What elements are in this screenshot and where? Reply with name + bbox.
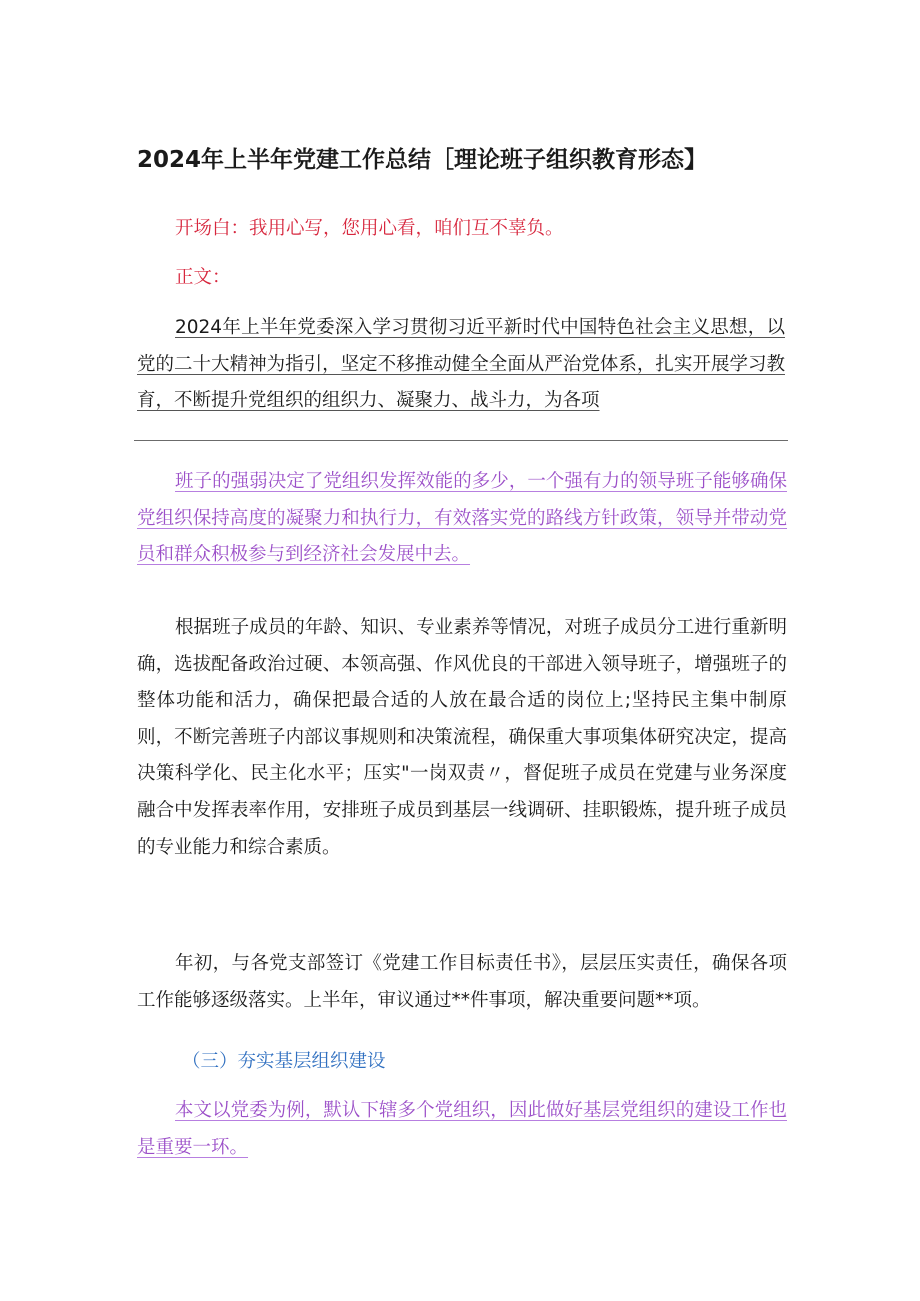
opening-line: 开场白：我用心写，您用心看，咱们互不辜负。 xyxy=(175,218,564,239)
grassroots-text: 本文以党委为例，默认下辖多个党组织，因此做好基层党组织的建设工作也是重要一环。 xyxy=(137,1100,787,1158)
members-paragraph: 根据班子成员的年龄、知识、专业素养等情况，对班子成员分工进行重新明确，选拔配备政治过硬、本领高强、作风优良的干部进入领导班子，增强班子的整体功能和活力，确保把最合适的人放在最合适的岗位上;坚持民主集中制原则，不断完善班子内部议事规则和决策流程，确保重大事项集体研究决定，提高决策科学化、民主化水平；压实"一岗双责〃，督促班子成员在党建与业务深度融合中发挥表率作用，安排班子成员到基层一线调研、挂职锻炼，提升班子成员的专业能力和综合素质。 xyxy=(137,617,787,858)
intro-paragraph: 2024年上半年党委深入学习贯彻习近平新时代中国特色社会主义思想，以党的二十大精神为指引，坚定不移推动健全全面从严治党体系，扎实开展学习教育，不断提升党组织的组织力、凝聚力、战斗力，为各项 xyxy=(137,317,785,412)
section-heading: （三）夯实基层组织建设 xyxy=(182,1051,386,1072)
body-label: 正文： xyxy=(175,267,231,288)
grassroots-paragraph xyxy=(137,1093,787,1166)
target-paragraph: 年初，与各党支部签订《党建工作目标责任书》，层层压实责任，确保各项工作能够逐级落实。上半年，审议通过**件事项，解决重要问题**项。 xyxy=(137,953,787,1011)
divider-rule xyxy=(134,440,788,441)
leadership-paragraph: 班子的强弱决定了党组织发挥效能的多少，一个强有力的领导班子能够确保党组织保持高度的凝聚力和执行力，有效落实党的路线方针政策，领导并带动党员和群众积极参与到经济社会发展中去。 xyxy=(137,471,787,566)
document-title: 2024年上半年党建工作总结［理论班子组织教育形态】 xyxy=(137,147,708,173)
